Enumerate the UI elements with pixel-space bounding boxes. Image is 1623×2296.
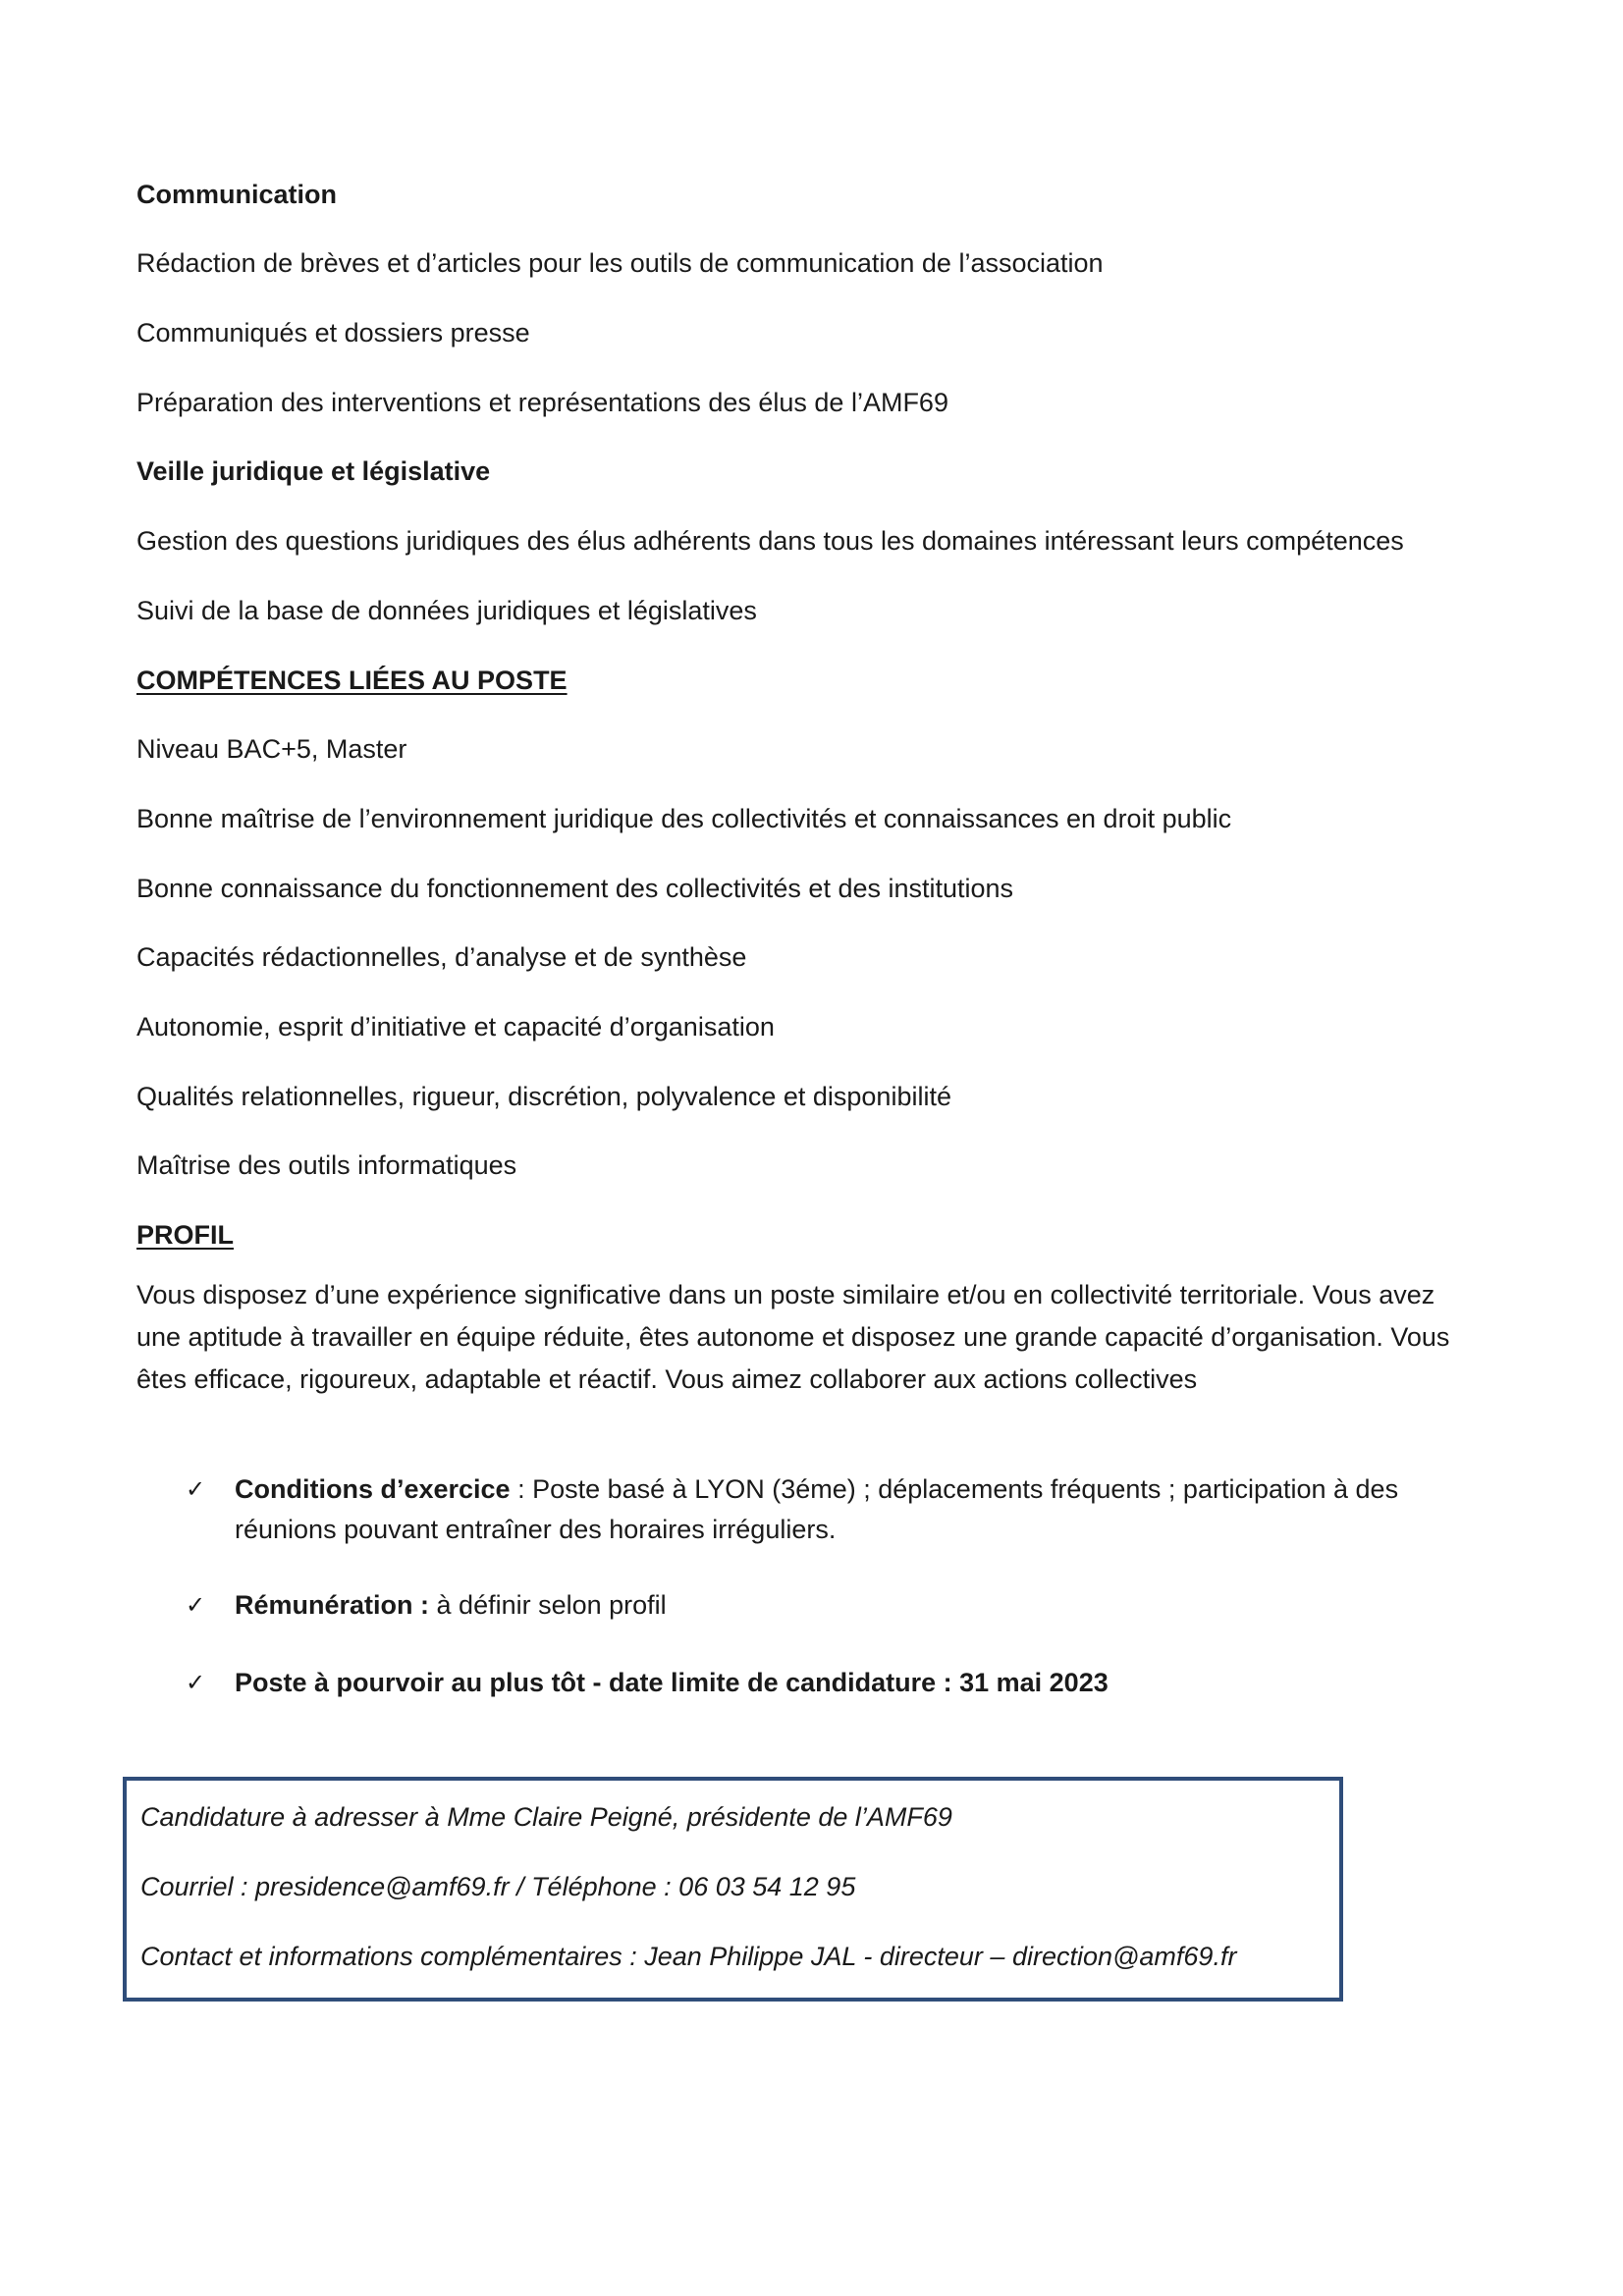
profil-paragraph: Vous disposez d’une expérience significative dans un poste similaire et/ou en collectivité territoriale. Vous avez une aptitude à travailler en équipe réduite, êtes autonome et disposez une grande capacité d’organisation. Vous êtes efficace, rigoureux, adaptable et réactif. Vous aimez collaborer aux actions collectives (136, 1280, 1450, 1394)
section-heading-competences: COMPÉTENCES LIÉES AU POSTE (136, 666, 568, 695)
condition-bullet (186, 1663, 1452, 1703)
competence-item: Bonne maîtrise de l’environnement juridique des collectivités et connaissances en droit public (136, 804, 1232, 833)
competence-item: Niveau BAC+5, Master (136, 734, 407, 764)
contact-line: Contact et informations complémentaires : Jean Philippe JAL - directeur – direction@amf69.fr (140, 1942, 1237, 1971)
condition-text (235, 1663, 1452, 1703)
competence-item: Bonne connaissance du fonctionnement des collectivités et des institutions (136, 874, 1014, 903)
checkmark-icon: ✓ (186, 1475, 206, 1503)
competence-item: Maîtrise des outils informatiques (136, 1150, 517, 1180)
communication-item: Préparation des interventions et représentations des élus de l’AMF69 (136, 388, 948, 417)
veille-item: Gestion des questions juridiques des élus adhérents dans tous les domaines intéressant leurs compétences (136, 526, 1404, 556)
communication-item: Rédaction de brèves et d’articles pour les outils de communication de l’association (136, 248, 1104, 278)
contact-line: Courriel : presidence@amf69.fr / Téléphone : 06 03 54 12 95 (140, 1872, 856, 1901)
condition-bullet (186, 1585, 1452, 1626)
condition-bullet (186, 1469, 1452, 1550)
checkmark-icon: ✓ (186, 1669, 206, 1696)
section-heading-profil: PROFIL (136, 1220, 234, 1250)
condition-label: Rémunération : (235, 1590, 430, 1620)
communication-item: Communiqués et dossiers presse (136, 318, 530, 347)
veille-item: Suivi de la base de données juridiques et législatives (136, 596, 757, 625)
condition-label: Conditions d’exercice (235, 1474, 511, 1504)
section-heading-veille: Veille juridique et législative (136, 456, 491, 486)
contact-box (123, 1777, 1343, 2002)
competence-item: Qualités relationnelles, rigueur, discrétion, polyvalence et disponibilité (136, 1082, 951, 1111)
section-heading-communication: Communication (136, 180, 338, 209)
competence-item: Autonomie, esprit d’initiative et capacité d’organisation (136, 1012, 775, 1041)
checkmark-icon: ✓ (186, 1591, 206, 1619)
condition-text (235, 1469, 1452, 1550)
competence-item: Capacités rédactionnelles, d’analyse et de synthèse (136, 942, 747, 972)
condition-text (235, 1585, 1452, 1626)
condition-detail: à définir selon profil (429, 1590, 667, 1620)
contact-line: Candidature à adresser à Mme Claire Peigné, présidente de l’AMF69 (140, 1802, 952, 1832)
condition-detail: : Poste basé à LYON (3éme) ; déplacements fréquents ; participation à des réunions pouvant entraîner des horaires irréguliers. (235, 1474, 1399, 1544)
condition-label: Poste à pourvoir au plus tôt - date limite de candidature : 31 mai 2023 (235, 1668, 1109, 1697)
